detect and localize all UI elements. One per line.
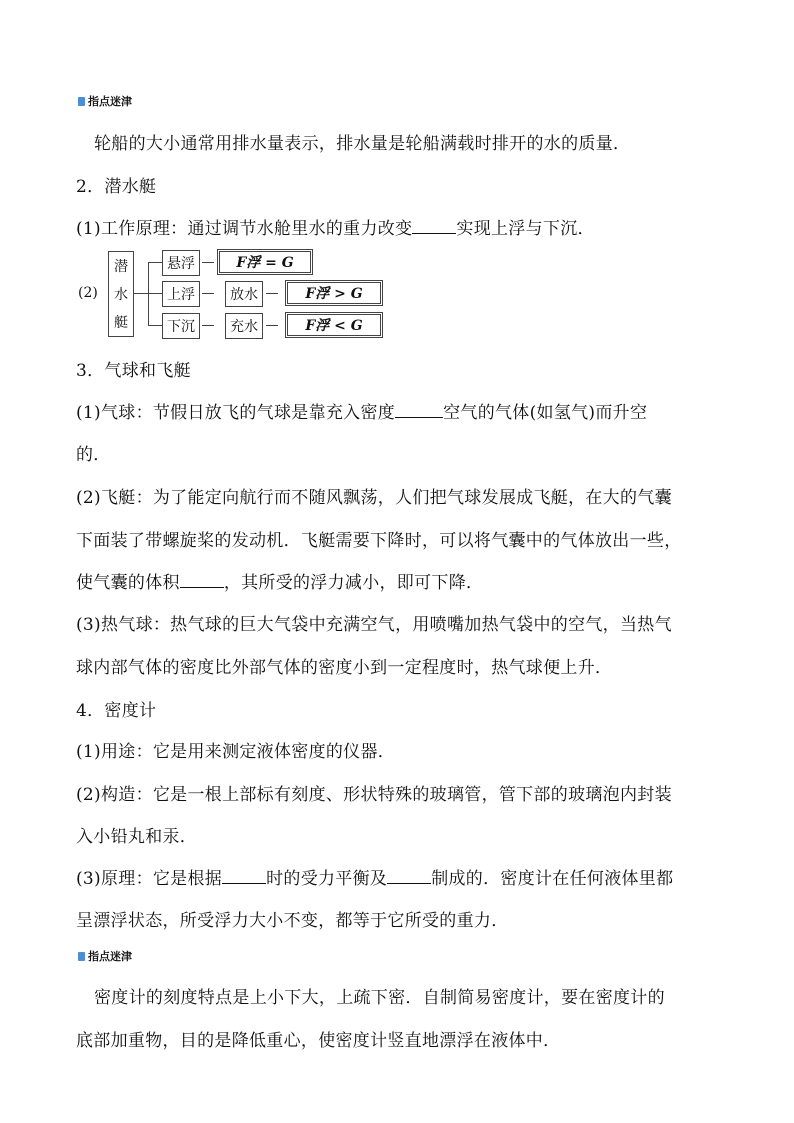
dash: [202, 325, 214, 326]
tip-label-2: [78, 948, 132, 964]
heading-submarine: 2．潜水艇: [76, 177, 157, 197]
tip2-line-2: 底部加重物，目的是降低重心，使密度计竖直地漂浮在液体中．: [76, 1031, 561, 1051]
heading-hydrometer: 4．密度计: [76, 701, 157, 721]
text: (1)气球：节假日放飞的气球是靠充入密度: [76, 403, 396, 423]
tip-icon: [78, 97, 85, 106]
dash: [266, 293, 278, 294]
tip-text: 指点迷津: [88, 950, 132, 963]
hydrometer-use: (1)用途：它是用来测定液体密度的仪器．: [76, 742, 396, 762]
answer-blank: [412, 219, 456, 234]
answer-blank: [180, 573, 224, 588]
state-suspend: 悬浮: [162, 250, 200, 276]
connector: [148, 262, 162, 263]
airship-line-2: 下面装了带螺旋桨的发动机．飞艇需要下降时，可以将气囊中的气体放出一些，: [76, 531, 682, 551]
text: 使气囊的体积: [76, 573, 180, 593]
hydrometer-structure-2: 入小铅丸和汞．: [76, 827, 198, 847]
connector: [148, 325, 162, 326]
submarine-principle: [76, 214, 595, 239]
text: (3)原理：它是根据: [76, 869, 223, 889]
hot-air-line-2: 球内部气体的密度比外部气体的密度小到一定程度时，热气球便上升．: [76, 658, 613, 678]
dash: [266, 325, 278, 326]
text: ，其所受的浮力减小，即可下降．: [223, 573, 484, 593]
airship-line-3: [76, 568, 483, 593]
formula-greater: F浮 > G: [285, 280, 383, 306]
hydrometer-principle-1: [76, 864, 673, 889]
hydrometer-principle-2: 呈漂浮状态，所受浮力大小不变，都等于它所受的重力．: [76, 911, 509, 931]
text: 制成的．密度计在任何液体里都: [431, 869, 674, 889]
answer-blank: [387, 869, 431, 884]
char: 潜: [114, 259, 128, 275]
tip-label-1: [78, 93, 132, 109]
text: 空气的气体(如氢气)而升空: [443, 403, 648, 423]
text: 时的受力平衡及: [266, 869, 388, 889]
dash: [202, 262, 214, 263]
answer-blank: [222, 869, 266, 884]
state-sink: 下沉: [162, 313, 200, 339]
hydrometer-structure-1: (2)构造：它是一根上部标有刻度、形状特殊的玻璃管，管下部的玻璃泡内封装: [76, 785, 672, 805]
formula-equal: F浮 = G: [217, 249, 313, 275]
char: 水: [114, 287, 128, 303]
tip-icon: [78, 952, 85, 961]
char: 艇: [114, 315, 128, 331]
action-drain: 放水: [225, 281, 263, 307]
dash: [202, 293, 214, 294]
paragraph-ship: 轮船的大小通常用排水量表示，排水量是轮船满载时排开的水的质量．: [94, 134, 631, 154]
answer-blank: [395, 403, 443, 418]
connector: [148, 293, 162, 294]
formula-less: F浮 < G: [285, 312, 383, 338]
hot-air-line-1: (3)热气球：热气球的巨大气袋中充满空气，用喷嘴加热气袋中的空气，当热气: [76, 615, 672, 635]
balloon-line-1: [76, 398, 647, 423]
balloon-line-2: 的．: [76, 445, 111, 465]
tip-text: 指点迷津: [88, 95, 132, 108]
state-float-up: 上浮: [162, 281, 200, 307]
tip2-line-1: 密度计的刻度特点是上小下大，上疏下密．自制简易密度计，要在密度计的: [94, 988, 665, 1008]
heading-balloon: 3．气球和飞艇: [76, 361, 191, 381]
text: (1)工作原理：通过调节水舱里水的重力改变: [76, 219, 413, 239]
connector: [133, 293, 148, 294]
airship-line-1: (2)飞艇：为了能定向航行而不随风飘荡，人们把气球发展成飞艇，在大的气囊: [76, 488, 672, 508]
diagram-number: (2): [78, 285, 98, 301]
text: 实现上浮与下沉．: [456, 219, 595, 239]
action-fill: 充水: [225, 313, 263, 339]
diagram-vertical-label: [108, 251, 134, 337]
